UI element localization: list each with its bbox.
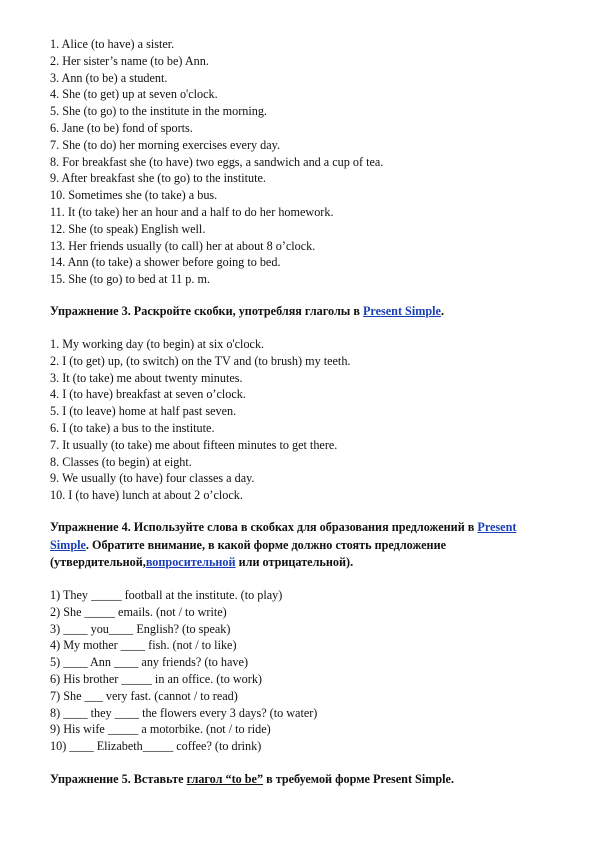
list-item: 2. I (to get) up, (to switch) on the TV and (to brush) my teeth.: [50, 353, 351, 368]
list-item: 8) ____ they ____ the flowers every 3 days? (to water): [50, 705, 318, 720]
list-item: 7) She ___ very fast. (cannot / to read): [50, 688, 238, 703]
list-item: 9. We usually (to have) four classes a day.: [50, 471, 255, 486]
list-item: 4. I (to have) breakfast at seven o’clock.: [50, 387, 246, 402]
list-item: 1. My working day (to begin) at six o'clock.: [50, 337, 265, 351]
list-item: 13. Her friends usually (to call) her at about 8 o’clock.: [50, 238, 316, 253]
list-item: 8. For breakfast she (to have) two eggs, a sandwich and a cup of tea.: [50, 154, 384, 169]
heading-text: в требуемой форме Present Simple.: [263, 772, 454, 786]
list-item: 8. Classes (to begin) at eight.: [50, 454, 192, 469]
heading-text: .: [440, 304, 444, 318]
list-item: 6. Jane (to be) fond of sports.: [50, 120, 193, 135]
list-item: 3. It (to take) me about twenty minutes.: [50, 370, 243, 385]
heading-text: . Обратите внимание, в какой форме должно стоять предложение (утвердительной,: [50, 537, 446, 569]
list-item: 6. I (to take) a bus to the institute.: [50, 420, 215, 435]
list-item: 11. It (to take) her an hour and a half to do her homework.: [50, 204, 334, 219]
exercise-3-list: [50, 336, 350, 504]
to-be-underlined: глагол “to be”: [186, 772, 264, 786]
list-item: 3. Ann (to be) a student.: [50, 70, 168, 85]
list-item: 2. Her sister’s name (to be) Ann.: [50, 53, 209, 68]
list-item: 1) They _____ football at the institute. (to play): [50, 588, 283, 602]
heading-text: Упражнение 3. Раскройте скобки, употребляя глаголы в: [50, 304, 363, 318]
list-item: 4. She (to get) up at seven o'clock.: [50, 87, 218, 102]
present-simple-link[interactable]: Present Simple: [362, 304, 441, 318]
list-item: 12. She (to speak) English well.: [50, 221, 206, 236]
exercise-3-heading: [50, 303, 550, 321]
exercise-5-heading: [50, 771, 550, 789]
list-item: 3) ____ you____ English? (to speak): [50, 621, 231, 636]
list-item: 7. She (to do) her morning exercises every day.: [50, 137, 281, 152]
present-simple-link[interactable]: Present Simple: [50, 520, 517, 552]
question-form-link[interactable]: вопросительной: [145, 555, 236, 569]
heading-text: Упражнение 4. Используйте слова в скобках для образования предложений в: [50, 520, 478, 534]
list-item: 1. Alice (to have) a sister.: [50, 37, 175, 51]
list-item: 9. After breakfast she (to go) to the institute.: [50, 171, 266, 186]
heading-text: Упражнение 5. Вставьте: [50, 772, 187, 786]
list-item: 15. She (to go) to bed at 11 p. m.: [50, 272, 210, 287]
list-item: 9) His wife _____ a motorbike. (not / to ride): [50, 722, 271, 737]
list-item: 5. She (to go) to the institute in the morning.: [50, 104, 267, 119]
exercise-2-list: [50, 36, 383, 288]
list-item: 10) ____ Elizabeth_____ coffee? (to drink): [50, 739, 262, 754]
exercise-4-list: [50, 587, 317, 755]
list-item: 5. I (to leave) home at half past seven.: [50, 404, 237, 419]
list-item: 2) She _____ emails. (not / to write): [50, 604, 227, 619]
list-item: 7. It usually (to take) me about fifteen minutes to get there.: [50, 437, 338, 452]
list-item: 10. I (to have) lunch at about 2 o’clock.: [50, 488, 243, 503]
heading-text: или отрицательной).: [235, 555, 354, 569]
list-item: 5) ____ Ann ____ any friends? (to have): [50, 655, 248, 670]
list-item: 14. Ann (to take) a shower before going to bed.: [50, 255, 281, 270]
list-item: 10. Sometimes she (to take) a bus.: [50, 188, 218, 203]
list-item: 6) His brother _____ in an office. (to work): [50, 671, 262, 686]
list-item: 4) My mother ____ fish. (not / to like): [50, 638, 237, 653]
exercise-4-heading: [50, 519, 550, 572]
